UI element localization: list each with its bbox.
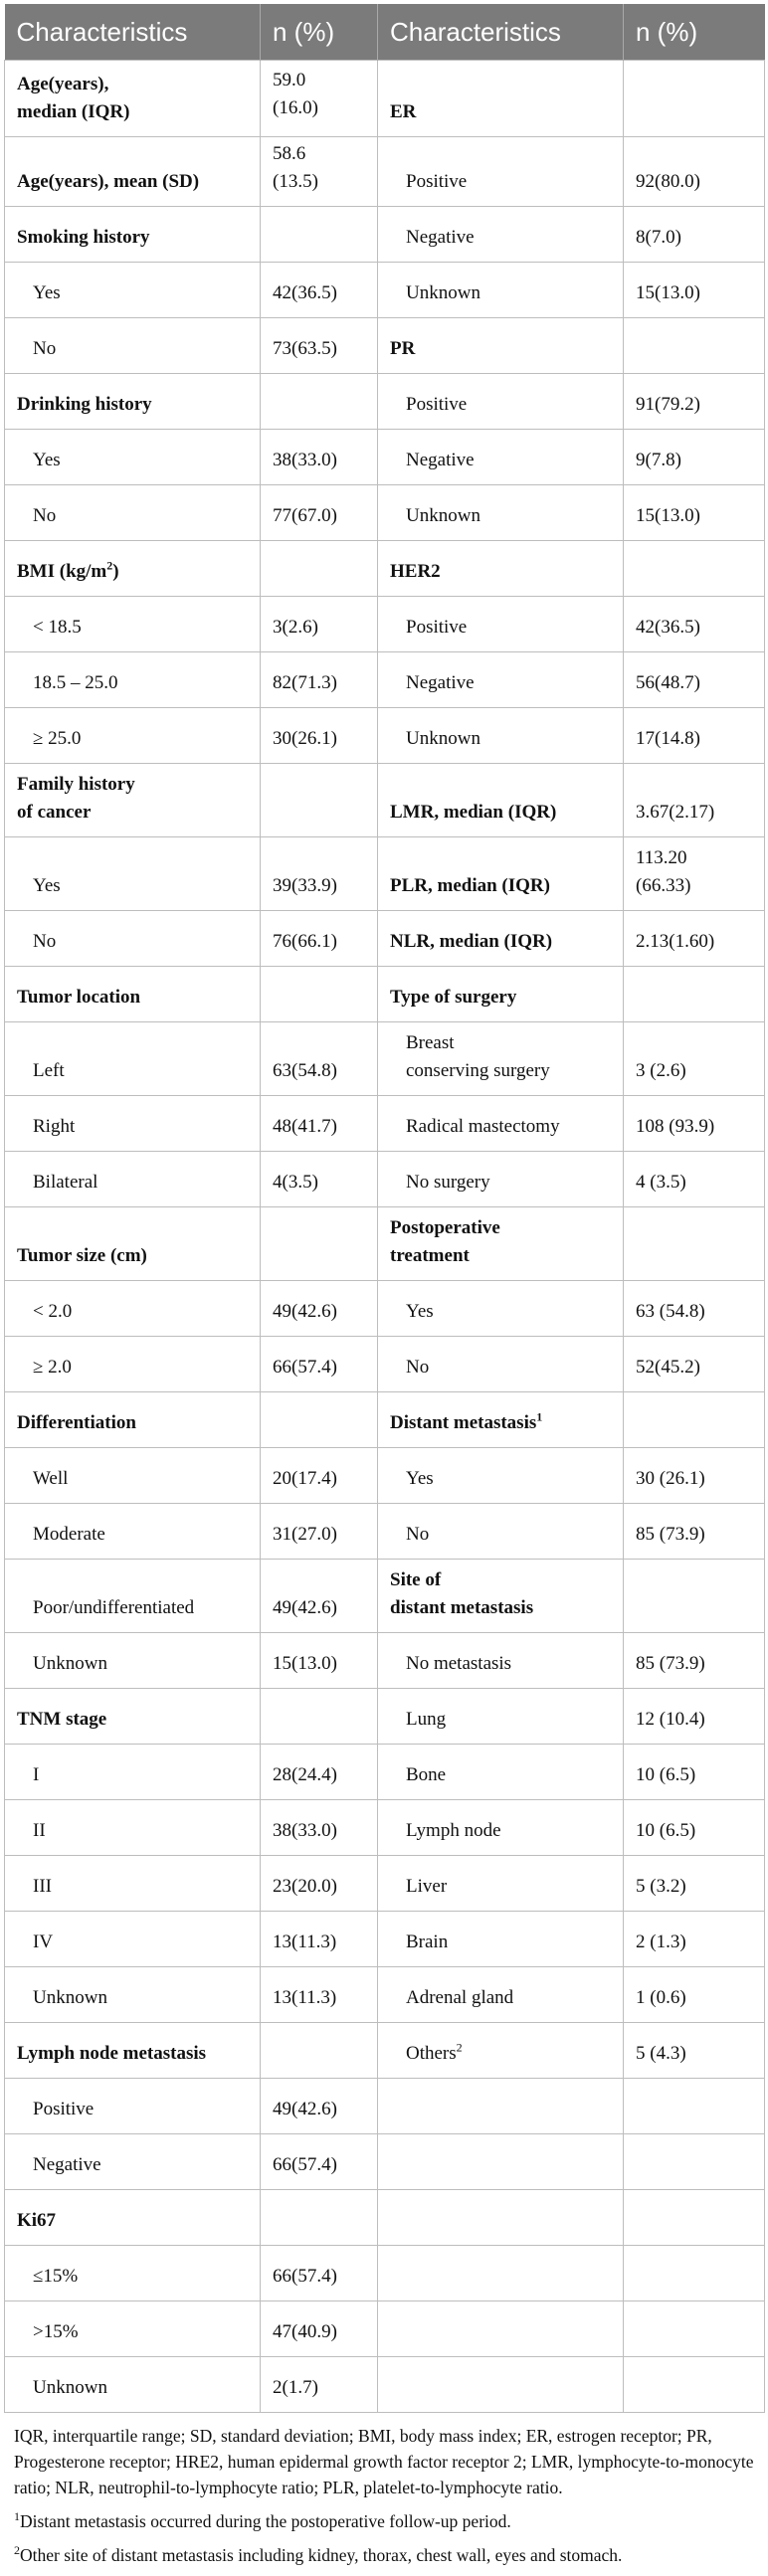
right-value-cell: [624, 61, 765, 137]
right-characteristic-cell: [378, 1560, 624, 1633]
right-value-cell: [624, 2190, 765, 2246]
left-value-cell: 2(1.7): [261, 2357, 378, 2413]
table-row: [5, 2301, 765, 2357]
left-characteristic-cell-text: Left: [33, 1060, 65, 1081]
left-characteristic-cell-text: Age(years), median (IQR): [17, 74, 130, 122]
left-value-cell: 58.6 (13.5): [261, 137, 378, 207]
right-value-cell: [624, 2134, 765, 2190]
right-characteristic-cell-superscript: 2: [456, 2040, 463, 2055]
left-value-cell: [261, 541, 378, 597]
left-characteristic-cell-text: >15%: [33, 2321, 79, 2342]
table-row: [5, 837, 765, 911]
left-characteristic-cell-text: IV: [33, 1932, 54, 1952]
right-characteristic-cell: [378, 1207, 624, 1281]
left-characteristic-cell: [5, 1689, 261, 1745]
left-value-cell: 66(57.4): [261, 1337, 378, 1392]
right-value-cell: [624, 2079, 765, 2134]
right-characteristic-cell-text: LMR, median (IQR): [390, 802, 557, 823]
right-characteristic-cell: [378, 764, 624, 837]
right-value-cell: 5 (3.2): [624, 1856, 765, 1912]
left-value-cell: 28(24.4): [261, 1745, 378, 1800]
table-row: [5, 541, 765, 597]
left-characteristic-cell-text: Well: [33, 1468, 69, 1489]
right-value-cell: 3.67(2.17): [624, 764, 765, 837]
table-header-row: [5, 4, 765, 61]
left-characteristic-cell-text: ≤15%: [33, 2266, 79, 2287]
right-characteristic-cell: [378, 837, 624, 911]
header-n-right: n (%): [624, 4, 765, 61]
right-characteristic-cell-text: Negative: [406, 227, 475, 248]
left-characteristic-cell: [5, 652, 261, 708]
right-characteristic-cell-text: Breast conserving surgery: [406, 1032, 550, 1081]
right-value-cell: [624, 541, 765, 597]
right-value-cell: 10 (6.5): [624, 1745, 765, 1800]
right-characteristic-cell-text: Yes: [406, 1468, 434, 1489]
table-body: [5, 61, 765, 2413]
right-characteristic-cell: [378, 2301, 624, 2357]
left-value-cell: [261, 1207, 378, 1281]
left-characteristic-cell: [5, 1745, 261, 1800]
characteristics-table: [4, 4, 765, 2413]
right-value-cell: [624, 1392, 765, 1448]
right-characteristic-cell: [378, 2190, 624, 2246]
footnote-1: [14, 2508, 754, 2534]
right-value-cell: 56(48.7): [624, 652, 765, 708]
left-value-cell: [261, 764, 378, 837]
left-characteristic-cell: [5, 430, 261, 485]
left-characteristic-cell: [5, 1800, 261, 1856]
left-value-cell: [261, 374, 378, 430]
left-characteristic-cell-superscript: 2: [106, 558, 113, 573]
left-characteristic-cell-text: < 2.0: [33, 1301, 73, 1322]
left-characteristic-cell-text: Unknown: [33, 1653, 107, 1674]
table-row: [5, 1022, 765, 1096]
left-value-cell: 77(67.0): [261, 485, 378, 541]
table-row: [5, 1800, 765, 1856]
footnote-2-text: Other site of distant metastasis including kidney, thorax, chest wall, eyes and stomach.: [20, 2545, 623, 2565]
left-characteristic-cell: [5, 764, 261, 837]
left-characteristic-cell: [5, 207, 261, 263]
left-characteristic-cell: [5, 1967, 261, 2023]
right-value-cell: [624, 2246, 765, 2301]
right-value-cell: 15(13.0): [624, 263, 765, 318]
left-characteristic-cell: [5, 1912, 261, 1967]
table-row: [5, 430, 765, 485]
table-row: [5, 597, 765, 652]
table-row: [5, 485, 765, 541]
footnote-2: [14, 2542, 754, 2568]
table-row: [5, 1207, 765, 1281]
right-value-cell: 8(7.0): [624, 207, 765, 263]
left-characteristic-cell: [5, 1633, 261, 1689]
left-characteristic-cell-text: Drinking history: [17, 394, 152, 415]
table-row: [5, 137, 765, 207]
table-row: [5, 1912, 765, 1967]
table-row: [5, 2134, 765, 2190]
right-value-cell: [624, 318, 765, 374]
right-value-cell: 85 (73.9): [624, 1504, 765, 1560]
footnote-1-text: Distant metastasis occurred during the postoperative follow-up period.: [20, 2511, 511, 2531]
right-characteristic-cell: [378, 1392, 624, 1448]
table-row: [5, 1633, 765, 1689]
footnote-2-mark: 2: [14, 2543, 20, 2558]
right-characteristic-cell: [378, 2134, 624, 2190]
right-characteristic-cell-text: Lymph node: [406, 1820, 501, 1841]
table-row: [5, 1392, 765, 1448]
right-value-cell: 52(45.2): [624, 1337, 765, 1392]
table-row: [5, 1281, 765, 1337]
left-characteristic-cell-text: Lymph node metastasis: [17, 2043, 207, 2064]
table-row: [5, 1745, 765, 1800]
right-characteristic-cell: [378, 137, 624, 207]
left-characteristic-cell-text: III: [33, 1876, 52, 1897]
left-characteristic-cell-text: ≥ 2.0: [33, 1357, 72, 1378]
right-characteristic-cell-text: Positive: [406, 617, 468, 638]
left-characteristic-cell: [5, 1022, 261, 1096]
left-characteristic-cell: [5, 1152, 261, 1207]
left-characteristic-cell-suffix: ): [112, 561, 119, 582]
right-characteristic-cell-text: No: [406, 1524, 430, 1545]
table-footnotes: [4, 2413, 764, 2568]
right-characteristic-cell-text: Liver: [406, 1876, 448, 1897]
left-value-cell: 63(54.8): [261, 1022, 378, 1096]
right-characteristic-cell: [378, 967, 624, 1022]
right-value-cell: 42(36.5): [624, 597, 765, 652]
left-value-cell: [261, 1689, 378, 1745]
table-row: [5, 207, 765, 263]
left-value-cell: [261, 967, 378, 1022]
header-n-left: n (%): [261, 4, 378, 61]
right-characteristic-cell-text: Unknown: [406, 282, 480, 303]
table-row: [5, 1560, 765, 1633]
left-characteristic-cell: [5, 1096, 261, 1152]
left-characteristic-cell-text: Age(years), mean (SD): [17, 171, 200, 192]
right-characteristic-cell-text: No surgery: [406, 1172, 490, 1193]
left-characteristic-cell: [5, 2190, 261, 2246]
right-characteristic-cell: [378, 2357, 624, 2413]
left-characteristic-cell-text: No: [33, 931, 57, 952]
right-characteristic-cell-text: Unknown: [406, 505, 480, 526]
left-characteristic-cell: [5, 318, 261, 374]
right-characteristic-cell: [378, 1800, 624, 1856]
left-value-cell: 20(17.4): [261, 1448, 378, 1504]
left-characteristic-cell-text: Differentiation: [17, 1412, 136, 1433]
left-value-cell: 49(42.6): [261, 2079, 378, 2134]
left-value-cell: 15(13.0): [261, 1633, 378, 1689]
left-characteristic-cell-text: Positive: [33, 2099, 95, 2119]
left-characteristic-cell: [5, 2134, 261, 2190]
right-characteristic-cell: [378, 2246, 624, 2301]
table-row: [5, 2079, 765, 2134]
right-characteristic-cell: [378, 1504, 624, 1560]
left-value-cell: 30(26.1): [261, 708, 378, 764]
right-characteristic-cell-text: PLR, median (IQR): [390, 875, 550, 896]
left-characteristic-cell-text: No: [33, 505, 57, 526]
right-characteristic-cell: [378, 708, 624, 764]
right-characteristic-cell-text: Negative: [406, 450, 475, 470]
table-container: [4, 4, 764, 2576]
right-value-cell: 108 (93.9): [624, 1096, 765, 1152]
right-characteristic-cell-text: Postoperative treatment: [390, 1217, 500, 1266]
left-characteristic-cell: [5, 374, 261, 430]
left-characteristic-cell: [5, 2079, 261, 2134]
table-row: [5, 1337, 765, 1392]
left-characteristic-cell: [5, 1207, 261, 1281]
right-characteristic-cell-text: Yes: [406, 1301, 434, 1322]
right-value-cell: 91(79.2): [624, 374, 765, 430]
left-value-cell: 3(2.6): [261, 597, 378, 652]
left-characteristic-cell: [5, 541, 261, 597]
left-value-cell: [261, 2190, 378, 2246]
right-value-cell: 9(7.8): [624, 430, 765, 485]
left-value-cell: 31(27.0): [261, 1504, 378, 1560]
right-characteristic-cell: [378, 911, 624, 967]
left-characteristic-cell-text: Moderate: [33, 1524, 105, 1545]
right-value-cell: 1 (0.6): [624, 1967, 765, 2023]
left-value-cell: 23(20.0): [261, 1856, 378, 1912]
left-characteristic-cell: [5, 263, 261, 318]
table-row: [5, 2246, 765, 2301]
left-characteristic-cell-text: < 18.5: [33, 617, 82, 638]
left-characteristic-cell-text: TNM stage: [17, 1709, 107, 1730]
left-characteristic-cell-text: Ki67: [17, 2210, 57, 2231]
right-value-cell: [624, 967, 765, 1022]
header-characteristics-right: Characteristics: [378, 4, 624, 61]
left-characteristic-cell: [5, 1392, 261, 1448]
left-characteristic-cell-text: Tumor location: [17, 987, 141, 1008]
right-characteristic-cell-text: Type of surgery: [390, 987, 517, 1008]
right-value-cell: 63 (54.8): [624, 1281, 765, 1337]
left-value-cell: 38(33.0): [261, 1800, 378, 1856]
table-row: [5, 967, 765, 1022]
right-characteristic-cell: [378, 1856, 624, 1912]
left-characteristic-cell-text: Poor/undifferentiated: [33, 1597, 195, 1618]
footnote-1-mark: 1: [14, 2509, 20, 2524]
left-characteristic-cell-text: II: [33, 1820, 46, 1841]
left-characteristic-cell-text: Negative: [33, 2154, 101, 2175]
left-characteristic-cell: [5, 1504, 261, 1560]
footnote-abbreviations: IQR, interquartile range; SD, standard deviation; BMI, body mass index; ER, estrogen receptor; PR, Progesterone receptor; HRE2, human epidermal growth factor receptor 2; LMR, lymphocyte-to-monocyte ratio; NLR, neutrophil-to-lymphocyte ratio; PLR, platelet-to-lymphocyte ratio.: [14, 2426, 754, 2497]
left-value-cell: [261, 2023, 378, 2079]
left-characteristic-cell-text: Family history of cancer: [17, 774, 135, 823]
right-characteristic-cell: [378, 1912, 624, 1967]
right-value-cell: [624, 2357, 765, 2413]
right-characteristic-cell: [378, 61, 624, 137]
right-characteristic-cell: [378, 430, 624, 485]
left-value-cell: 47(40.9): [261, 2301, 378, 2357]
right-value-cell: 15(13.0): [624, 485, 765, 541]
table-row: [5, 1152, 765, 1207]
left-characteristic-cell: [5, 911, 261, 967]
right-characteristic-cell-text: Site of distant metastasis: [390, 1569, 534, 1618]
left-value-cell: [261, 1392, 378, 1448]
right-characteristic-cell-text: Radical mastectomy: [406, 1116, 560, 1137]
table-row: [5, 911, 765, 967]
right-value-cell: 5 (4.3): [624, 2023, 765, 2079]
right-characteristic-cell: [378, 1152, 624, 1207]
left-characteristic-cell: [5, 1560, 261, 1633]
right-characteristic-cell: [378, 1967, 624, 2023]
left-characteristic-cell: [5, 597, 261, 652]
right-characteristic-cell-text: Adrenal gland: [406, 1987, 514, 2008]
right-characteristic-cell: [378, 597, 624, 652]
left-value-cell: 49(42.6): [261, 1281, 378, 1337]
right-value-cell: 92(80.0): [624, 137, 765, 207]
left-characteristic-cell: [5, 61, 261, 137]
left-value-cell: 38(33.0): [261, 430, 378, 485]
right-characteristic-cell-text: Positive: [406, 171, 468, 192]
right-characteristic-cell: [378, 1022, 624, 1096]
table-row: [5, 318, 765, 374]
right-characteristic-cell-text: Negative: [406, 672, 475, 693]
table-row: [5, 652, 765, 708]
left-characteristic-cell-text: BMI (kg/m: [17, 561, 107, 582]
left-value-cell: [261, 207, 378, 263]
left-characteristic-cell: [5, 137, 261, 207]
left-characteristic-cell-text: I: [33, 1764, 40, 1785]
left-characteristic-cell: [5, 837, 261, 911]
right-characteristic-cell-text: PR: [390, 338, 416, 359]
right-characteristic-cell-text: Distant metastasis: [390, 1412, 537, 1433]
left-characteristic-cell: [5, 2301, 261, 2357]
left-characteristic-cell: [5, 2357, 261, 2413]
right-characteristic-cell-superscript: 1: [536, 1409, 543, 1424]
left-value-cell: 82(71.3): [261, 652, 378, 708]
left-characteristic-cell-text: Smoking history: [17, 227, 150, 248]
right-characteristic-cell: [378, 318, 624, 374]
right-value-cell: [624, 1560, 765, 1633]
table-row: [5, 1504, 765, 1560]
left-characteristic-cell-text: Unknown: [33, 2377, 107, 2398]
left-value-cell: 13(11.3): [261, 1912, 378, 1967]
right-characteristic-cell: [378, 541, 624, 597]
table-row: [5, 2357, 765, 2413]
left-characteristic-cell-text: Unknown: [33, 1987, 107, 2008]
right-value-cell: 17(14.8): [624, 708, 765, 764]
left-characteristic-cell: [5, 1856, 261, 1912]
right-characteristic-cell: [378, 374, 624, 430]
right-characteristic-cell-text: Unknown: [406, 728, 480, 749]
table-row: [5, 263, 765, 318]
right-characteristic-cell: [378, 2079, 624, 2134]
left-characteristic-cell-text: ≥ 25.0: [33, 728, 82, 749]
right-characteristic-cell: [378, 1281, 624, 1337]
right-value-cell: [624, 1207, 765, 1281]
right-characteristic-cell-text: Lung: [406, 1709, 447, 1730]
left-characteristic-cell: [5, 485, 261, 541]
header-characteristics-left: Characteristics: [5, 4, 261, 61]
table-row: [5, 708, 765, 764]
right-value-cell: 3 (2.6): [624, 1022, 765, 1096]
table-row: [5, 1856, 765, 1912]
right-characteristic-cell: [378, 1633, 624, 1689]
left-characteristic-cell-text: Bilateral: [33, 1172, 98, 1193]
right-characteristic-cell-text: Brain: [406, 1932, 449, 1952]
right-characteristic-cell-text: Others: [406, 2043, 457, 2064]
right-value-cell: 2.13(1.60): [624, 911, 765, 967]
left-value-cell: 4(3.5): [261, 1152, 378, 1207]
right-characteristic-cell-text: Positive: [406, 394, 468, 415]
left-value-cell: 49(42.6): [261, 1560, 378, 1633]
left-value-cell: 39(33.9): [261, 837, 378, 911]
left-characteristic-cell: [5, 708, 261, 764]
left-value-cell: 48(41.7): [261, 1096, 378, 1152]
right-characteristic-cell-text: NLR, median (IQR): [390, 931, 553, 952]
left-characteristic-cell-text: Yes: [33, 450, 61, 470]
right-characteristic-cell: [378, 1689, 624, 1745]
right-characteristic-cell-text: No: [406, 1357, 430, 1378]
right-characteristic-cell: [378, 207, 624, 263]
left-value-cell: 73(63.5): [261, 318, 378, 374]
right-value-cell: 85 (73.9): [624, 1633, 765, 1689]
left-characteristic-cell: [5, 1448, 261, 1504]
left-value-cell: 66(57.4): [261, 2134, 378, 2190]
left-value-cell: 42(36.5): [261, 263, 378, 318]
left-characteristic-cell-text: No: [33, 338, 57, 359]
left-value-cell: 66(57.4): [261, 2246, 378, 2301]
right-characteristic-cell: [378, 652, 624, 708]
right-characteristic-cell: [378, 1745, 624, 1800]
right-value-cell: 2 (1.3): [624, 1912, 765, 1967]
table-row: [5, 1096, 765, 1152]
left-characteristic-cell: [5, 2246, 261, 2301]
table-row: [5, 2023, 765, 2079]
table-row: [5, 61, 765, 137]
right-value-cell: [624, 2301, 765, 2357]
left-value-cell: 59.0 (16.0): [261, 61, 378, 137]
right-characteristic-cell: [378, 1096, 624, 1152]
table-row: [5, 1448, 765, 1504]
left-characteristic-cell: [5, 967, 261, 1022]
right-characteristic-cell: [378, 2023, 624, 2079]
left-characteristic-cell-text: Right: [33, 1116, 76, 1137]
left-characteristic-cell: [5, 1281, 261, 1337]
table-row: [5, 1967, 765, 2023]
right-characteristic-cell: [378, 263, 624, 318]
right-characteristic-cell-text: No metastasis: [406, 1653, 512, 1674]
right-value-cell: 10 (6.5): [624, 1800, 765, 1856]
table-row: [5, 2190, 765, 2246]
right-value-cell: 30 (26.1): [624, 1448, 765, 1504]
right-characteristic-cell-text: Bone: [406, 1764, 447, 1785]
left-characteristic-cell-text: Tumor size (cm): [17, 1245, 147, 1266]
table-row: [5, 764, 765, 837]
left-characteristic-cell-text: 18.5 – 25.0: [33, 672, 118, 693]
left-value-cell: 76(66.1): [261, 911, 378, 967]
left-characteristic-cell: [5, 1337, 261, 1392]
left-characteristic-cell-text: Yes: [33, 875, 61, 896]
right-characteristic-cell: [378, 1337, 624, 1392]
right-value-cell: 12 (10.4): [624, 1689, 765, 1745]
table-row: [5, 1689, 765, 1745]
right-value-cell: 113.20 (66.33): [624, 837, 765, 911]
left-value-cell: 13(11.3): [261, 1967, 378, 2023]
right-value-cell: 4 (3.5): [624, 1152, 765, 1207]
table-row: [5, 374, 765, 430]
right-characteristic-cell: [378, 1448, 624, 1504]
right-characteristic-cell-text: ER: [390, 101, 417, 122]
left-characteristic-cell-text: Yes: [33, 282, 61, 303]
right-characteristic-cell: [378, 485, 624, 541]
right-characteristic-cell-text: HER2: [390, 561, 441, 582]
left-characteristic-cell: [5, 2023, 261, 2079]
